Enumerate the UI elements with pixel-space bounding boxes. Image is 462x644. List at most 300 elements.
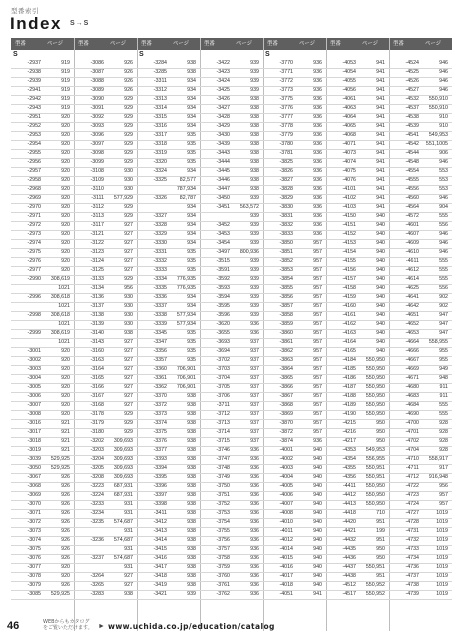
entry-model-number: -4073 (342, 150, 356, 156)
index-entry (11, 167, 74, 176)
index-entry (326, 464, 389, 473)
entry-page-ref: 947 (439, 312, 448, 318)
entry-page-ref: 935 (187, 267, 196, 273)
entry-model-number: -3393 (153, 456, 167, 462)
index-entry (263, 572, 326, 581)
index-entry (74, 221, 137, 230)
entry-model-number: -4710 (405, 456, 419, 462)
index-entry (137, 257, 200, 266)
entry-page-ref: 929 (124, 204, 133, 210)
index-entry (263, 554, 326, 563)
entry-page-ref: 927 (124, 222, 133, 228)
index-entry (200, 410, 263, 419)
entry-model-number: -4007 (279, 501, 293, 507)
index-entry (11, 77, 74, 86)
entry-page-ref: 920 (61, 213, 70, 219)
entry-model-number: -3424 (216, 78, 230, 84)
entry-model-number: -3861 (279, 339, 293, 345)
entry-page-ref: 920 (61, 204, 70, 210)
table-header-row (11, 38, 452, 50)
index-entry (74, 464, 137, 473)
entry-page-ref: 931 (124, 564, 133, 570)
index-entry (389, 338, 452, 347)
index-entry (74, 401, 137, 410)
index-entry (389, 176, 452, 185)
index-letter: S (13, 51, 18, 58)
index-entry (74, 374, 137, 383)
entry-model-number: -3377 (153, 447, 167, 453)
entry-model-number: -3236 (90, 537, 104, 543)
entry-page-ref: 1019 (436, 555, 448, 561)
index-entry (389, 347, 452, 356)
entry-model-number: -3450 (216, 195, 230, 201)
entry-model-number: -4190 (342, 411, 356, 417)
index-entry (326, 302, 389, 311)
entry-page-ref: 928 (439, 447, 448, 453)
entry-model-number: -3068 (27, 483, 41, 489)
entry-page-ref: 940 (313, 465, 322, 471)
entry-model-number: -4652 (405, 321, 419, 327)
entry-page-ref: 199 (376, 528, 385, 534)
entry-model-number: -2990 (27, 276, 41, 282)
entry-page-ref: 550,951 (365, 474, 385, 480)
row-rule (11, 239, 452, 240)
index-entry (11, 284, 74, 293)
index-entry (326, 221, 389, 230)
row-rule (11, 284, 452, 285)
entry-model-number: -3430 (216, 132, 230, 138)
entry-model-number: -3315 (153, 114, 167, 120)
entry-model-number: -3874 (279, 438, 293, 444)
entry-model-number: -4544 (405, 150, 419, 156)
index-entry (74, 266, 137, 275)
column-header-page: ページ (362, 41, 379, 47)
index-entry (11, 563, 74, 572)
entry-page-ref: 938 (187, 420, 196, 426)
entry-page-ref: 936 (250, 510, 259, 516)
entry-page-ref: 957 (313, 375, 322, 381)
index-entry (263, 185, 326, 194)
entry-model-number: -4164 (342, 339, 356, 345)
index-entry (137, 104, 200, 113)
entry-page-ref: 916,948 (428, 474, 448, 480)
entry-model-number: -3007 (27, 402, 41, 408)
entry-model-number: -4354 (342, 456, 356, 462)
row-rule (11, 374, 452, 375)
index-entry (11, 149, 74, 158)
index-entry (389, 455, 452, 464)
entry-page-ref: 935 (187, 258, 196, 264)
entry-model-number: -3093 (90, 123, 104, 129)
entry-model-number: -3854 (279, 276, 293, 282)
entry-model-number: -4163 (342, 330, 356, 336)
entry-model-number: -4157 (342, 276, 356, 282)
entry-page-ref: 939 (250, 285, 259, 291)
index-entry (74, 167, 137, 176)
entry-page-ref: 937 (250, 375, 259, 381)
index-entry (137, 329, 200, 338)
index-entry (11, 257, 74, 266)
row-rule (11, 518, 452, 519)
entry-page-ref: 937 (250, 366, 259, 372)
index-entry (74, 68, 137, 77)
index-entry (389, 275, 452, 284)
entry-page-ref: 957 (313, 411, 322, 417)
entry-model-number: -3233 (90, 501, 104, 507)
entry-page-ref: 910 (439, 114, 448, 120)
entry-model-number: -3422 (216, 60, 230, 66)
entry-model-number: -3415 (153, 546, 167, 552)
entry-model-number: -4733 (405, 546, 419, 552)
index-entry (137, 374, 200, 383)
row-rule (11, 347, 452, 348)
entry-model-number: -3439 (216, 141, 230, 147)
entry-model-number: -4216 (342, 429, 356, 435)
entry-model-number: -3515 (216, 258, 230, 264)
entry-page-ref: 920 (61, 159, 70, 165)
index-entry (326, 365, 389, 374)
entry-model-number: -3139 (90, 321, 104, 327)
entry-model-number: -3108 (90, 168, 104, 174)
index-entry (200, 86, 263, 95)
index-entry (11, 338, 74, 347)
entry-model-number: -3317 (153, 132, 167, 138)
index-entry (74, 302, 137, 311)
index-entry (137, 590, 200, 599)
entry-model-number: -4556 (405, 186, 419, 192)
entry-page-ref: 926 (61, 510, 70, 516)
entry-page-ref: 941 (376, 78, 385, 84)
entry-page-ref: 920 (61, 384, 70, 390)
entry-page-ref: 950 (376, 555, 385, 561)
entry-page-ref: 926 (124, 78, 133, 84)
entry-page-ref: 941 (376, 60, 385, 66)
entry-model-number: -3751 (216, 492, 230, 498)
entry-page-ref: 1019 (436, 546, 448, 552)
index-entry (200, 392, 263, 401)
index-entry (137, 509, 200, 518)
column-header-page: ページ (47, 41, 64, 47)
row-rule (11, 392, 452, 393)
row-rule (11, 320, 452, 321)
row-rule (11, 275, 452, 276)
entry-model-number: -2973 (27, 231, 41, 237)
entry-page-ref: 550,952 (365, 591, 385, 597)
entry-model-number: -4671 (405, 375, 419, 381)
index-entry (389, 401, 452, 410)
entry-page-ref: 941 (313, 591, 322, 597)
entry-model-number: -4653 (405, 330, 419, 336)
entry-model-number: -3865 (279, 375, 293, 381)
entry-model-number: -3283 (90, 591, 104, 597)
index-entry (263, 293, 326, 302)
index-entry (389, 419, 452, 428)
index-entry (200, 131, 263, 140)
row-rule (11, 563, 452, 564)
index-entry (389, 248, 452, 257)
entry-model-number: -3360 (153, 366, 167, 372)
entry-model-number: -3334 (153, 276, 167, 282)
row-rule (11, 149, 452, 150)
entry-page-ref: 938 (187, 438, 196, 444)
entry-page-ref: 939 (250, 87, 259, 93)
entry-page-ref: 936 (250, 573, 259, 579)
index-entry (200, 509, 263, 518)
index-entry (389, 473, 452, 482)
entry-model-number: -3335 (153, 285, 167, 291)
entry-page-ref: 911 (439, 393, 448, 399)
entry-page-ref: 957 (313, 267, 322, 273)
entry-model-number: -3016 (27, 420, 41, 426)
entry-page-ref: 574,687 (113, 537, 133, 543)
entry-model-number: -2943 (27, 105, 41, 111)
index-entry (74, 203, 137, 212)
entry-page-ref: 926 (124, 60, 133, 66)
index-entry (200, 545, 263, 554)
entry-page-ref: 929 (124, 213, 133, 219)
entry-model-number: -4063 (342, 105, 356, 111)
entry-model-number: -3772 (279, 78, 293, 84)
entry-page-ref: 936 (250, 483, 259, 489)
index-entry (263, 347, 326, 356)
entry-model-number: -3444 (216, 159, 230, 165)
entry-model-number: -3830 (279, 204, 293, 210)
entry-page-ref: 920 (61, 393, 70, 399)
entry-model-number: -4607 (405, 231, 419, 237)
entry-page-ref: 957 (313, 330, 322, 336)
index-entry (263, 203, 326, 212)
index-entry (137, 428, 200, 437)
entry-page-ref: 957 (313, 384, 322, 390)
entry-page-ref: 937 (250, 411, 259, 417)
entry-page-ref: 957 (313, 276, 322, 282)
entry-page-ref: 550,950 (365, 357, 385, 363)
index-entry (74, 347, 137, 356)
entry-model-number: -2972 (27, 222, 41, 228)
entry-page-ref: 941 (376, 123, 385, 129)
entry-page-ref: 928 (439, 438, 448, 444)
index-entry (200, 311, 263, 320)
entry-model-number: -3235 (90, 519, 104, 525)
entry-page-ref: 934 (187, 87, 196, 93)
column-header-code: 型番 (78, 41, 89, 47)
index-entry (326, 410, 389, 419)
entry-model-number: -2956 (27, 159, 41, 165)
entry-page-ref: 926 (61, 501, 70, 507)
index-entry (263, 230, 326, 239)
entry-model-number: -4738 (405, 582, 419, 588)
index-entry (11, 266, 74, 275)
entry-page-ref: 950 (376, 438, 385, 444)
row-rule (11, 401, 452, 402)
entry-page-ref: 934 (187, 168, 196, 174)
entry-page-ref: 919 (61, 78, 70, 84)
entry-page-ref: 555 (439, 402, 448, 408)
index-entry (326, 554, 389, 563)
entry-page-ref: 920 (61, 231, 70, 237)
entry-page-ref: 1019 (436, 528, 448, 534)
entry-page-ref: 556,955 (365, 456, 385, 462)
index-entry (137, 302, 200, 311)
entry-page-ref: 940 (376, 231, 385, 237)
index-entry (11, 356, 74, 365)
entry-page-ref: 921 (61, 429, 70, 435)
entry-model-number: -4016 (279, 564, 293, 570)
entry-page-ref: 940 (313, 573, 322, 579)
entry-page-ref: 529,925 (50, 465, 70, 471)
index-entry (263, 455, 326, 464)
entry-model-number: -3748 (216, 465, 230, 471)
entry-page-ref: 941 (376, 204, 385, 210)
index-entry (326, 86, 389, 95)
entry-page-ref: 926 (61, 528, 70, 534)
entry-page-ref: 934 (187, 105, 196, 111)
index-entry (74, 113, 137, 122)
entry-model-number: -3092 (90, 114, 104, 120)
entry-page-ref: 936 (250, 564, 259, 570)
index-entry (74, 554, 137, 563)
entry-model-number: -3428 (216, 114, 230, 120)
index-entry (74, 212, 137, 221)
index-entry (74, 590, 137, 599)
entry-model-number: -3070 (27, 501, 41, 507)
index-entry (263, 464, 326, 473)
entry-model-number: -3325 (153, 177, 167, 183)
entry-model-number: -4641 (405, 294, 419, 300)
index-entry (326, 257, 389, 266)
index-entry (263, 311, 326, 320)
row-rule (11, 221, 452, 222)
entry-page-ref: 929 (124, 429, 133, 435)
entry-page-ref: 1021 (58, 321, 70, 327)
entry-page-ref: 921 (61, 420, 70, 426)
entry-page-ref: 941 (376, 186, 385, 192)
index-entry (389, 482, 452, 491)
entry-model-number: -3756 (216, 537, 230, 543)
entry-model-number: -3165 (90, 375, 104, 381)
row-rule (11, 194, 452, 195)
entry-model-number: -3452 (216, 222, 230, 228)
entry-page-ref: 938 (187, 60, 196, 66)
entry-page-ref: 309,693 (113, 438, 133, 444)
entry-page-ref: 940 (376, 285, 385, 291)
index-entry (200, 338, 263, 347)
index-entry (74, 293, 137, 302)
row-rule (11, 302, 452, 303)
index-entry (326, 473, 389, 482)
entry-model-number: -3397 (153, 492, 167, 498)
entry-page-ref: 940 (376, 258, 385, 264)
index-entry (74, 185, 137, 194)
index-entry (11, 518, 74, 527)
index-entry (389, 311, 452, 320)
entry-page-ref: 529,925 (50, 456, 70, 462)
entry-page-ref: 555 (439, 258, 448, 264)
index-entry (326, 356, 389, 365)
entry-page-ref: 936 (250, 447, 259, 453)
entry-page-ref: 936 (313, 105, 322, 111)
index-entry (389, 212, 452, 221)
index-entry (200, 113, 263, 122)
index-entry (389, 500, 452, 509)
entry-model-number: -3223 (90, 483, 104, 489)
entry-page-ref: 940 (313, 510, 322, 516)
entry-page-ref: 940 (376, 213, 385, 219)
row-rule (11, 428, 452, 429)
index-entry (263, 221, 326, 230)
entry-model-number: -4527 (405, 87, 419, 93)
entry-page-ref: 938 (187, 69, 196, 75)
entry-page-ref: 927 (124, 582, 133, 588)
entry-page-ref: 926 (124, 87, 133, 93)
index-entry (389, 437, 452, 446)
entry-model-number: -3446 (216, 177, 230, 183)
entry-model-number: -4150 (342, 213, 356, 219)
entry-model-number: -3858 (279, 312, 293, 318)
index-entry (74, 545, 137, 554)
row-rule (11, 500, 452, 501)
index-entry (137, 284, 200, 293)
entry-model-number: -3872 (279, 429, 293, 435)
entry-model-number: -3412 (153, 519, 167, 525)
entry-model-number: -4421 (342, 528, 356, 534)
index-entry (200, 185, 263, 194)
index-entry (389, 131, 452, 140)
index-entry (200, 257, 263, 266)
entry-page-ref: 940 (376, 339, 385, 345)
entry-model-number: -4664 (405, 339, 419, 345)
entry-page-ref: 936 (313, 213, 322, 219)
entry-page-ref: 553 (439, 177, 448, 183)
entry-page-ref: 927 (124, 231, 133, 237)
index-entry (74, 581, 137, 590)
entry-model-number: -3760 (216, 573, 230, 579)
index-entry (200, 536, 263, 545)
catalog-url-link[interactable]: www.uchida.co.jp/education/catalog (108, 622, 275, 631)
index-entry (137, 158, 200, 167)
row-rule (11, 230, 452, 231)
index-entry (326, 428, 389, 437)
entry-model-number: -3098 (90, 150, 104, 156)
entry-model-number: -3417 (153, 564, 167, 570)
entry-page-ref: 927 (124, 258, 133, 264)
index-entry (200, 293, 263, 302)
entry-model-number: -3755 (216, 528, 230, 534)
index-entry (263, 176, 326, 185)
entry-model-number: -3414 (153, 537, 167, 543)
entry-page-ref: 563,572 (239, 204, 259, 210)
entry-model-number: -4526 (405, 78, 419, 84)
index-entry (200, 455, 263, 464)
entry-page-ref: 926 (124, 69, 133, 75)
entry-page-ref: 550,950 (365, 501, 385, 507)
entry-model-number: -4541 (405, 132, 419, 138)
entry-page-ref: 921 (61, 447, 70, 453)
entry-page-ref: 556 (439, 285, 448, 291)
index-entry (326, 167, 389, 176)
entry-page-ref: 550,952 (365, 582, 385, 588)
index-entry (11, 410, 74, 419)
index-entry (326, 311, 389, 320)
entry-page-ref: 938 (187, 564, 196, 570)
index-entry (74, 230, 137, 239)
entry-model-number: -3596 (216, 312, 230, 318)
entry-model-number: -3374 (153, 420, 167, 426)
index-entry (389, 122, 452, 131)
entry-page-ref: 938 (187, 555, 196, 561)
index-entry (74, 104, 137, 113)
entry-page-ref: 938 (187, 465, 196, 471)
